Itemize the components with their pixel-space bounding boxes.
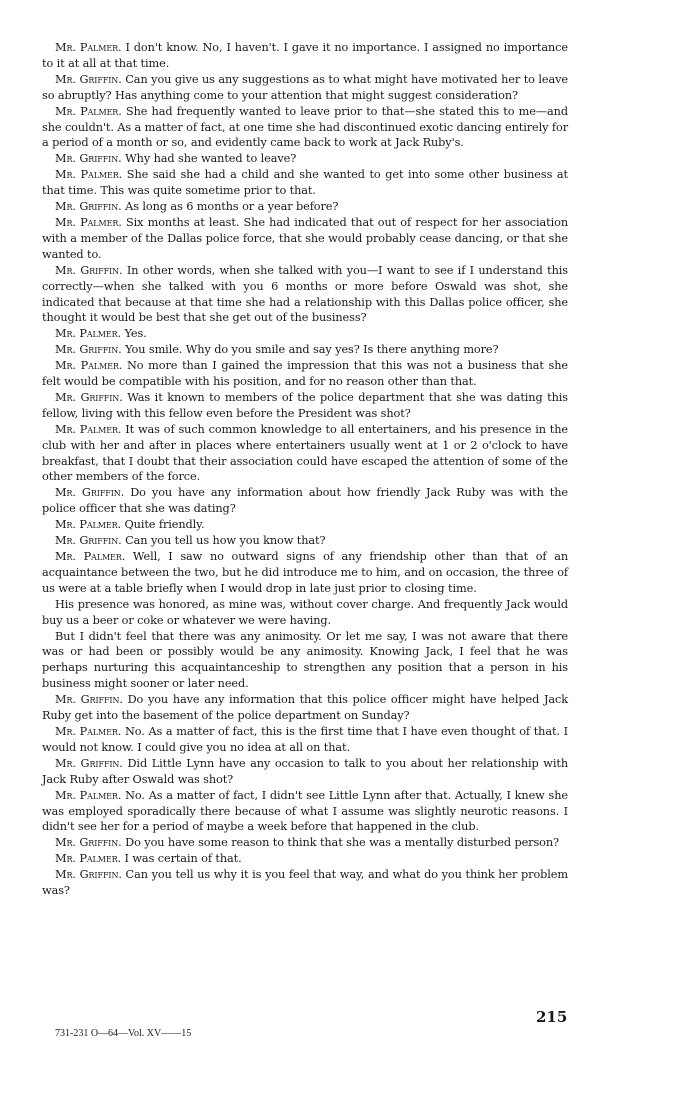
- speaker-name: Mr. Griffin.: [55, 868, 122, 882]
- testimony-paragraph: [42, 549, 568, 597]
- paragraph-text: Did Little Lynn have any occasion to talk to you about her relationship with Jack Ruby after Oswald was shot?: [42, 756, 568, 786]
- testimony-paragraph: [42, 167, 568, 199]
- testimony-paragraph: [42, 724, 568, 756]
- speaker-name: Mr. Griffin.: [55, 72, 122, 86]
- testimony-paragraph: [42, 867, 568, 899]
- testimony-paragraph: [42, 104, 568, 152]
- testimony-paragraph: [42, 151, 568, 167]
- paragraph-text: I don't know. No, I haven't. I gave it no importance. I assigned no importance to it at all at that time.: [42, 41, 568, 70]
- paragraph-text: She said she had a child and she wanted to get into some other business at that time. This was quite sometime prior to that.: [42, 168, 568, 198]
- speaker-name: Mr. Palmer.: [55, 422, 122, 436]
- speaker-name: Mr. Griffin.: [55, 534, 122, 548]
- speaker-name: Mr. Griffin.: [55, 693, 123, 707]
- testimony-paragraph: [42, 692, 568, 724]
- paragraph-text: But I didn't feel that there was any animosity. Or let me say, I was not aware that there was or had been or possibly would be any animosity. Knowing Jack, I feel that he was perhaps nurturing this acquaintanceship to strengthen any position that a person in his business might sooner or later need.: [42, 629, 568, 691]
- paragraph-text: His presence was honored, as mine was, without cover charge. And frequently Jack would buy us a beer or coke or whatever we were having.: [42, 597, 568, 627]
- paragraph-text: Quite friendly.: [121, 518, 205, 532]
- paragraph-text: Yes.: [121, 327, 147, 341]
- testimony-paragraph: [42, 629, 568, 693]
- speaker-name: Mr. Palmer.: [55, 327, 122, 341]
- speaker-name: Mr. Palmer.: [55, 104, 122, 118]
- testimony-paragraph: [42, 199, 568, 215]
- speaker-name: Mr. Palmer.: [55, 724, 122, 738]
- testimony-paragraph: [42, 517, 568, 533]
- speaker-name: Mr. Palmer.: [55, 359, 123, 373]
- testimony-paragraph: [42, 263, 568, 327]
- paragraph-text: Was it known to members of the police department that she was dating this fellow, living with this fellow even before the President was shot?: [42, 390, 568, 420]
- testimony-paragraph: [42, 835, 568, 851]
- paragraph-text: Why had she wanted to leave?: [121, 152, 297, 166]
- speaker-name: Mr. Palmer.: [55, 550, 126, 563]
- testimony-paragraph: [42, 756, 568, 788]
- testimony-paragraph: [42, 533, 568, 549]
- testimony-paragraph: [42, 788, 568, 836]
- paragraph-text: Do you have any information about how friendly Jack Ruby was with the police officer that she was dating?: [42, 486, 569, 516]
- testimony-paragraph: [42, 485, 568, 517]
- paragraph-text: You smile. Why do you smile and say yes? Is there anything more?: [121, 343, 499, 357]
- testimony-paragraph: [42, 72, 568, 104]
- testimony-paragraph: [42, 597, 568, 629]
- testimony-paragraph: [42, 390, 568, 422]
- speaker-name: Mr. Griffin.: [55, 152, 122, 166]
- testimony-paragraph: [42, 851, 568, 867]
- paragraph-text: Well, I saw no outward signs of any friendship other than that of an acquaintance between the two, but he did introduce me to him, and on occasion, the three of us were at a table briefly when I would drop in late just prior to closing time.: [42, 550, 569, 595]
- testimony-paragraph: [42, 422, 568, 486]
- speaker-name: Mr. Griffin.: [55, 486, 125, 500]
- testimony-paragraph: [42, 342, 568, 358]
- paragraph-text: No more than I gained the impression that this was not a business that she felt would be compatible with his position, and for no reason other than that.: [42, 359, 568, 389]
- speaker-name: Mr. Palmer.: [55, 168, 123, 182]
- testimony-paragraph: [42, 40, 568, 72]
- paragraph-text: Can you tell us how you know that?: [121, 534, 326, 548]
- paragraph-text: Do you have some reason to think that she was a mentally disturbed person?: [121, 836, 559, 850]
- paragraph-text: Can you give us any suggestions as to what might have motivated her to leave so abruptly? Has anything come to your attention that might suggest consideration?: [42, 72, 568, 102]
- speaker-name: Mr. Griffin.: [55, 756, 123, 770]
- speaker-name: Mr. Palmer.: [55, 518, 122, 532]
- paragraph-text: Six months at least. She had indicated that out of respect for her association with a member of the Dallas police force, that she would probably cease dancing, or that she wanted to.: [42, 215, 568, 261]
- paragraph-text: No. As a matter of fact, I didn't see Little Lynn after that. Actually, I knew she was employed sporadically there because of what I assume was slightly neurotic reasons. I didn't see her for a period of maybe a week before that happened in the club.: [42, 788, 569, 834]
- paragraph-text: It was of such common knowledge to all entertainers, and his presence in the club with her and after in places where entertainers usually went at 1 or 2 o'clock to have breakfast, that I doubt that their association could have escaped the attention of some of the other members of the force.: [42, 422, 568, 484]
- speaker-name: Mr. Palmer.: [55, 852, 122, 866]
- page-number: 215: [536, 1008, 568, 1026]
- paragraph-text: Do you have any information that this police officer might have helped Jack Ruby get into the basement of the police department on Sunday?: [42, 693, 568, 723]
- speaker-name: Mr. Griffin.: [55, 263, 123, 277]
- speaker-name: Mr. Griffin.: [55, 836, 122, 850]
- speaker-name: Mr. Griffin.: [55, 390, 123, 404]
- paragraph-text: In other words, when she talked with you—I want to see if I understand this correctly—when she talked with you 6 months or more before Oswald was shot, she indicated that because at that time she had a relationship with this Dallas police officer, she thought it would be best that she get out of the business?: [42, 263, 568, 325]
- testimony-paragraph: [42, 358, 568, 390]
- paragraph-text: She had frequently wanted to leave prior to that—she stated this to me—and she couldn't. As a matter of fact, at one time she had discontinued exotic dancing entirely for a period of a month or so, and evidently came back to work at Jack Ruby's.: [42, 104, 568, 150]
- document-body: [42, 40, 568, 899]
- testimony-paragraph: [42, 215, 568, 263]
- paragraph-text: I was certain of that.: [121, 852, 242, 866]
- speaker-name: Mr. Palmer.: [55, 41, 122, 54]
- paragraph-text: No. As a matter of fact, this is the first time that I have even thought of that. I would not know. I could give you no idea at all on that.: [42, 724, 568, 754]
- speaker-name: Mr. Palmer.: [55, 215, 122, 229]
- speaker-name: Mr. Palmer.: [55, 788, 122, 802]
- printer-signature-line: 731-231 O—64—Vol. XV——15: [55, 1028, 192, 1039]
- testimony-paragraph: [42, 326, 568, 342]
- speaker-name: Mr. Griffin.: [55, 200, 122, 214]
- paragraph-text: As long as 6 months or a year before?: [121, 200, 339, 214]
- paragraph-text: Can you tell us why it is you feel that way, and what do you think her problem was?: [42, 868, 568, 898]
- speaker-name: Mr. Griffin.: [55, 343, 122, 357]
